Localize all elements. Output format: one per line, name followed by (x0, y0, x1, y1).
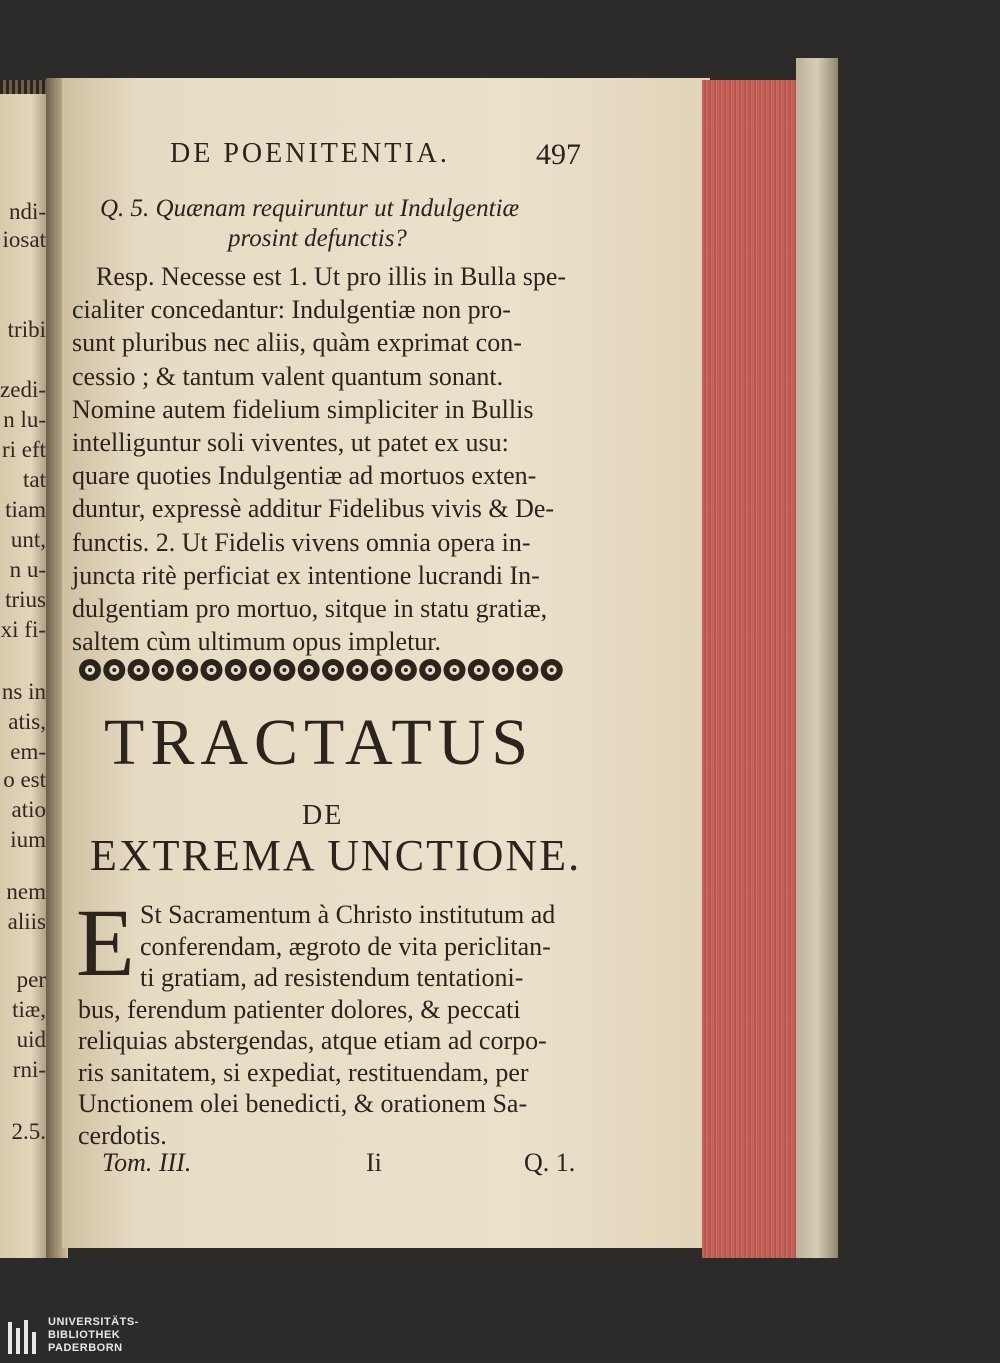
left-page-fragment: tribi (7, 318, 46, 342)
paragraph-line: St Sacramentum à Christo institutum ad (140, 900, 556, 929)
left-page-fragment: n u- (9, 558, 46, 582)
left-page-fragment: tiæ, (12, 998, 46, 1022)
left-page-fragment: atis, (8, 710, 46, 734)
body-line: functis. 2. Ut Fidelis vivens omnia opera in- (72, 527, 531, 557)
tractatus-title: TRACTATUS (104, 706, 535, 779)
paragraph-line: reliquias abstergendas, atque etiam ad corpo- (78, 1026, 547, 1055)
left-page-fragment: o est (3, 768, 46, 792)
tractatus-de: DE (302, 800, 344, 831)
question-heading-line-2: prosint defunctis? (228, 225, 407, 252)
left-page-fragment: rni- (12, 1058, 46, 1082)
body-line: dulgentiam pro mortuo, sitque in statu gratiæ, (72, 594, 548, 623)
paragraph-line: ti gratiam, ad resistendum tentationi- (140, 963, 524, 992)
body-line: Nomine autem fidelium simpliciter in Bullis (72, 394, 534, 424)
body-line: juncta ritè perficiat ex intentione lucrandi In- (72, 560, 540, 590)
left-page-fragment: atio (11, 798, 46, 822)
left-page-fragment: unt, (10, 528, 46, 552)
running-head: DE POENITENTIA. (170, 138, 450, 169)
footer-catchword: Q. 1. (524, 1148, 576, 1177)
library-logo-text (48, 1316, 139, 1355)
left-page-fragment: trius (5, 588, 46, 612)
body-line: quare quoties Indulgentiæ ad mortuos exten- (72, 461, 537, 491)
left-page-fragment: ns in (1, 680, 46, 704)
body-line: cialiter concedantur: Indulgentiæ non pro- (72, 295, 511, 325)
question-heading-line-1: Q. 5. Quænam requiruntur ut Indulgentiæ (100, 195, 520, 222)
book-cover-edge (796, 58, 838, 1258)
left-page-fragment: ndi- (8, 200, 46, 224)
logo-line-2: BIBLIOTHEK (48, 1329, 121, 1341)
ornament-band (76, 652, 576, 688)
left-page-fragment: ri eft (1, 438, 46, 462)
footer-volume: Tom. III. (102, 1148, 192, 1177)
tractatus-subtitle: EXTREMA UNCTIONE. (90, 831, 582, 880)
left-page-fragment: tat (23, 468, 46, 492)
drop-cap: E (76, 889, 135, 996)
left-page-fragment: per (16, 968, 46, 992)
left-page-fragment: uid (16, 1028, 46, 1052)
left-page-fragment: aliis (7, 910, 46, 934)
left-page-fragment: zedi- (0, 378, 46, 402)
paragraph-line: conferendam, ægroto de vita periclitan- (140, 931, 551, 961)
library-logo-bar (0, 1312, 1000, 1363)
page-number: 497 (536, 138, 581, 171)
left-page-fragment: n lu- (3, 408, 46, 432)
paragraph-line: Unctionem olei benedicti, & orationem Sa- (78, 1089, 528, 1118)
logo-line-3: PADERBORN (48, 1342, 123, 1354)
body-line: sunt pluribus nec aliis, quàm exprimat con- (72, 328, 522, 358)
paragraph-line: bus, ferendum patienter dolores, & peccati (78, 994, 521, 1024)
paragraph-line: ris sanitatem, si expediat, restituendam, per (78, 1057, 529, 1087)
left-page-fragment: nem (6, 880, 46, 904)
left-page-fragment: xi fi- (0, 618, 46, 642)
left-page-fragment: iosat (2, 228, 46, 252)
paragraph-line: cerdotis. (78, 1120, 167, 1150)
footer-signature: Ii (366, 1148, 382, 1177)
logo-line-1: UNIVERSITÄTS- (48, 1316, 139, 1328)
body-line: intelliguntur soli viventes, ut patet ex usu: (72, 428, 509, 457)
left-page-fragment: em- (10, 740, 46, 764)
left-page (0, 86, 52, 1258)
left-page-fragment: 2.5. (11, 1120, 46, 1144)
body-line: duntur, expressè additur Fidelibus vivis & De- (72, 494, 555, 524)
left-page-fragment: ium (10, 828, 46, 852)
body-line: Resp. Necesse est 1. Ut pro illis in Bulla spe- (96, 262, 567, 291)
red-page-edges (702, 80, 802, 1258)
body-line: cessio ; & tantum valent quantum sonant. (72, 361, 504, 391)
library-logo-icon (6, 1318, 42, 1358)
body-line: saltem cùm ultimum opus impletur. (72, 627, 442, 657)
left-page-fragment: tiam (5, 498, 46, 522)
